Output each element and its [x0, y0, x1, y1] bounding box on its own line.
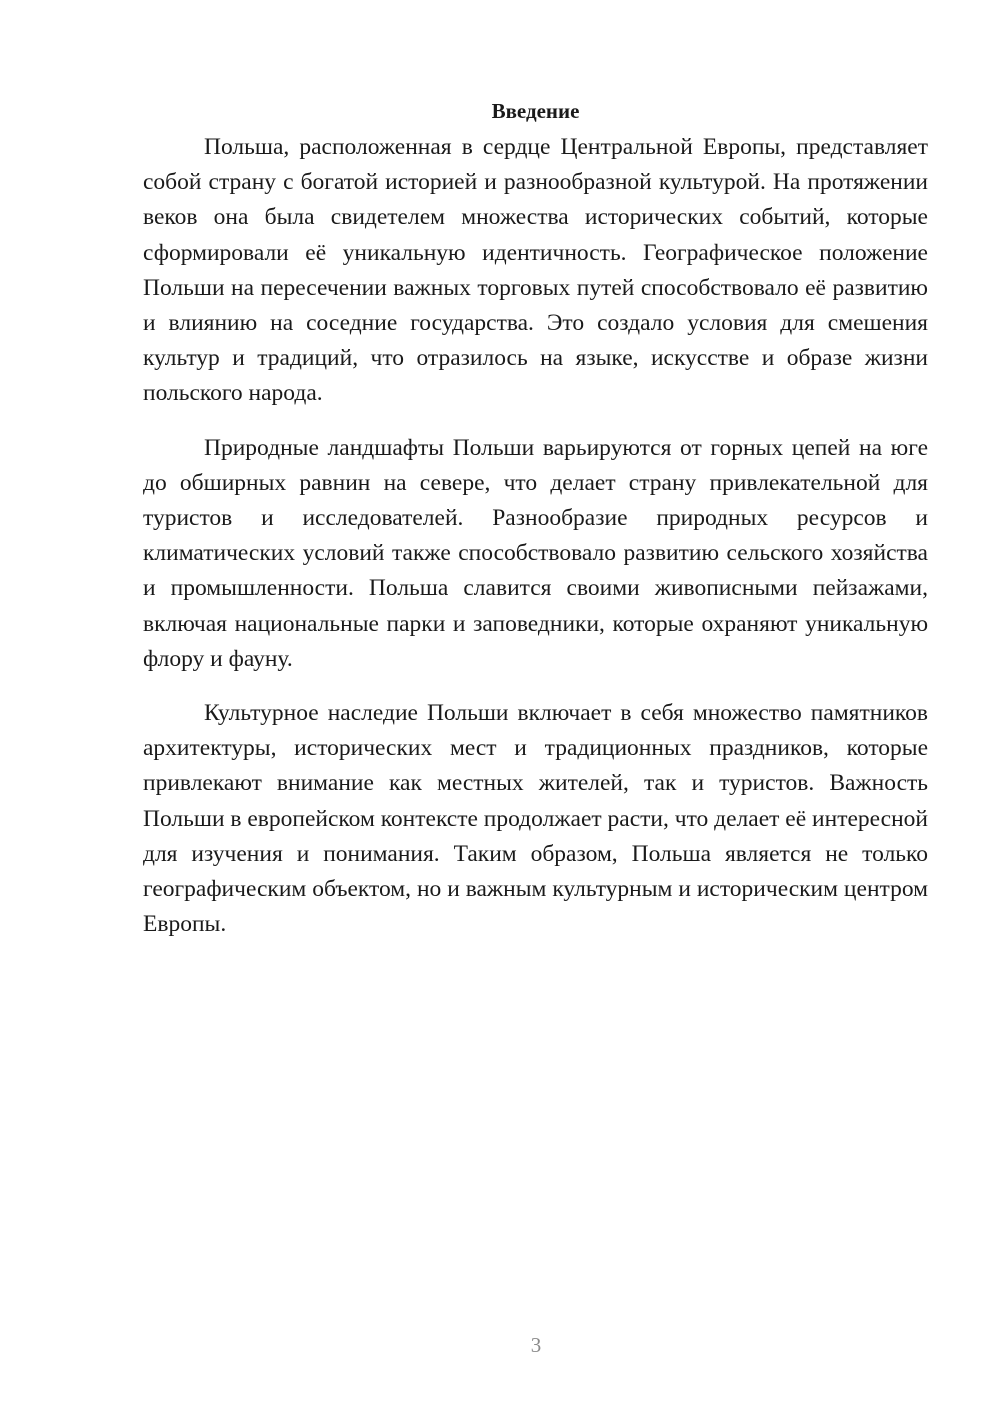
page-number: 3 — [530, 1333, 542, 1357]
page-content — [143, 96, 928, 942]
paragraph-3: Культурное наследие Польши включает в себя множество памятников архитектуры, исторических мест и традиционных праздников, которые привлекают внимание как местных жителей, так и туристов. Важность Польши в европейском контексте продолжает расти, что делает её интересной для изучения и понимания. Таким образом, Польша является не только географическим объектом, но и важным культурным и историческим центром Европы. — [143, 700, 928, 938]
section-heading: Введение — [491, 99, 580, 123]
paragraph-1: Польша, расположенная в сердце Центральной Европы, представляет собой страну с богатой историей и разнообразной культурой. На протяжении веков она была свидетелем множества исторических событий, которые сформировали её уникальную идентичность. Географическое положение Польши на пересечении важных торговых путей способствовало её развитию и влиянию на соседние государства. Это создало условия для смешения культур и традиций, что отразилось на языке, искусстве и образе жизни польского народа. — [143, 134, 928, 407]
paragraph-2: Природные ландшафты Польши варьируются от горных цепей на юге до обширных равнин на севере, что делает страну привлекательной для туристов и исследователей. Разнообразие природных ресурсов и климатических условий также способствовало развитию сельского хозяйства и промышленности. Польша славится своими живописными пейзажами, включая национальные парки и заповедники, которые охраняют уникальную флору и фауну. — [143, 434, 928, 672]
